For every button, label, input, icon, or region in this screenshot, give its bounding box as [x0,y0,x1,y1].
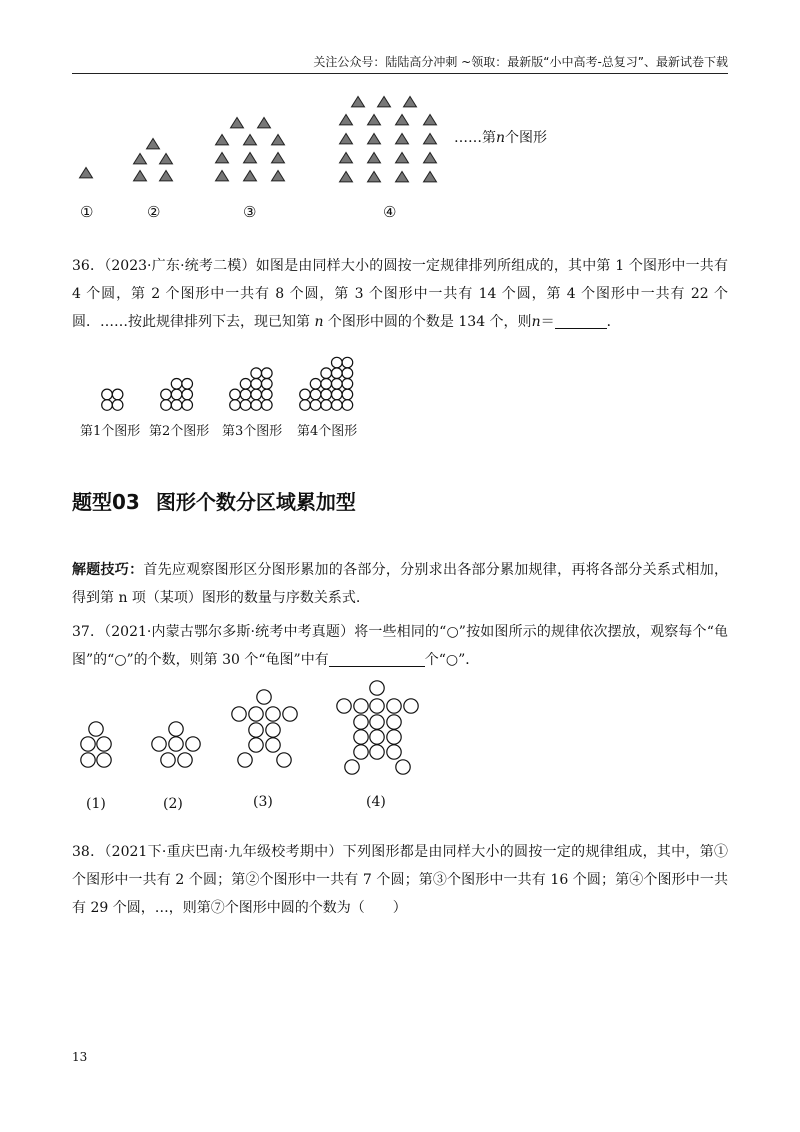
grid-circle [342,389,353,400]
triangle-mark [244,135,257,145]
triangle-mark [272,171,285,181]
grid-circle [332,357,343,368]
triangle-mark [424,172,437,182]
grid-circle [182,400,193,411]
grid-circle [251,400,262,411]
triangle-mark [378,97,391,107]
grid-circle [321,389,332,400]
turtle-circle [169,737,183,751]
grid-circle [300,400,311,411]
turtle-circle [249,723,263,737]
grid-circle [112,400,123,411]
tip-label: 解题技巧： [72,562,144,578]
turtle-circle [81,737,95,751]
grid-circle [112,389,123,400]
triangle-mark [340,172,353,182]
caption-figure-1: 第1个图形 [80,424,141,439]
grid-circle [342,368,353,379]
triangle-mark [80,168,93,178]
figure-label-3: ③ [243,203,257,221]
turtle-circle [89,722,103,736]
triangle-mark [368,172,381,182]
triangle-mark [216,135,229,145]
grid-circle [300,389,311,400]
turtle-circle [370,730,384,744]
turtle-circle [337,699,351,713]
triangle-mark [424,134,437,144]
triangle-mark [396,153,409,163]
caption-figure-4: 第4个图形 [297,424,358,439]
grid-circle [342,357,353,368]
grid-circle [262,400,273,411]
triangle-mark [424,153,437,163]
triangle-mark [216,171,229,181]
grid-circle [102,389,113,400]
turtle-circle [232,707,246,721]
grid-circle [321,368,332,379]
triangle-mark [396,134,409,144]
triangle-mark [340,115,353,125]
grid-circle [240,379,251,390]
turtle-circle [266,707,280,721]
turtle-circle [178,753,192,767]
turtle-circle [354,730,368,744]
grid-circle [161,400,172,411]
grid-circle [262,379,273,390]
grid-circle [321,379,332,390]
grid-circle [161,389,172,400]
turtle-circle [345,760,359,774]
triangle-mark [244,153,257,163]
turtle-circle [186,737,200,751]
grid-circle [251,368,262,379]
grid-circle [332,379,343,390]
triangle-mark [231,118,244,128]
grid-circle [251,379,262,390]
turtle-circle [354,699,368,713]
triangle-mark [147,139,160,149]
triangle-mark [396,172,409,182]
triangle-mark [396,115,409,125]
section-number: 题型03 [72,490,140,514]
turtle-circle [249,738,263,752]
triangle-mark [258,118,271,128]
question-38: 38．（2021下·重庆巴南·九年级校考期中）下列图形都是由同样大小的圆按一定的规律组成，其中，第①个图形中一共有 2 个圆；第②个图形中一共有 7 个圆；第③个图形中一共有 16 个圆；第④个图形中一共有 29 个圆，…，则第⑦个图形中圆的个数为（ ） [72,844,728,916]
grid-circle [342,400,353,411]
turtle-circle [266,738,280,752]
triangle-mark [424,115,437,125]
grid-circle [332,400,343,411]
turtle-circle [277,753,291,767]
grid-circle [332,368,343,379]
turtle-label-3: (3) [253,794,273,810]
page-number: 13 [72,1050,88,1064]
turtle-circle [370,745,384,759]
turtle-circle [266,723,280,737]
turtle-circle [387,699,401,713]
grid-circle [230,389,241,400]
grid-circle [171,379,182,390]
grid-circle [182,379,193,390]
triangle-mark [160,171,173,181]
section-title [72,486,356,518]
triangle-mark [368,115,381,125]
triangle-mark [340,153,353,163]
answer-blank-37[interactable] [329,650,425,667]
figure-label-2: ② [147,203,161,221]
grid-circle [262,368,273,379]
figure-label-1: ① [80,203,94,221]
grid-circle [240,389,251,400]
section-heading: 图形个数分区域累加型 [155,490,356,514]
grid-circle [171,400,182,411]
figure-label-4: ④ [383,203,397,221]
triangle-mark [134,154,147,164]
turtle-circle [97,737,111,751]
answer-blank-36[interactable] [555,312,607,329]
triangle-mark [368,153,381,163]
triangle-mark [352,97,365,107]
grid-circle [310,400,321,411]
turtle-circle [387,745,401,759]
grid-circle [171,389,182,400]
turtle-circle [161,753,175,767]
turtle-circle [249,707,263,721]
turtle-circle [370,681,384,695]
turtle-circle [238,753,252,767]
tip-text: 首先应观察图形区分图形累加的各部分，分别求出各部分累加规律，再将各部分关系式相加，得到第 n 项（某项）图形的数量与序数关系式. [72,562,729,606]
turtle-circle [396,760,410,774]
triangle-mark [368,134,381,144]
turtle-label-1: (1) [86,796,106,812]
nth-figure-label: ……第n个图形 [454,130,548,146]
grid-circle [262,389,273,400]
turtle-circle [387,730,401,744]
turtle-circle [354,745,368,759]
turtle-circle [97,753,111,767]
triangle-mark [244,171,257,181]
turtle-circle [404,699,418,713]
caption-figure-2: 第2个图形 [149,424,210,439]
turtle-circle [257,690,271,704]
grid-circle [102,400,113,411]
turtle-figure [0,680,800,820]
question-37: 37．（2021·内蒙古鄂尔多斯·统考中考真题）将一些相同的“○”按如图所示的规律依次摆放，观察每个“龟图”的“○”的个数，则第 30 个“龟图”中有 个“○”． [72,624,728,668]
grid-circle [240,400,251,411]
triangle-mark [404,97,417,107]
turtle-label-4: (4) [366,794,386,810]
triangle-mark [160,154,173,164]
grid-circle [310,379,321,390]
turtle-circle [354,715,368,729]
triangle-mark [272,135,285,145]
caption-figure-3: 第3个图形 [222,424,283,439]
grid-circle [251,389,262,400]
question-36: 36．（2023·广东·统考二模）如图是由同样大小的圆按一定规律排列所组成的，其中第 1 个图形中一共有 4 个圆，第 2 个图形中一共有 8 个圆，第 3 个图形中一共有 14 个圆，第 4 个图形中一共有 22 个圆．……按此规律排列下去，现已知第 n 个图形中圆的个数是 134 个，则n＝ ． [72,258,728,330]
triangle-pattern-figure [0,0,800,230]
turtle-label-2: (2) [163,796,183,812]
grid-circle [321,400,332,411]
turtle-circle [81,753,95,767]
triangle-mark [134,171,147,181]
turtle-circle [387,715,401,729]
turtle-circle [283,707,297,721]
turtle-circle [169,722,183,736]
triangle-mark [272,153,285,163]
triangle-marks [80,97,437,182]
turtle-circle [370,715,384,729]
circle-grid-figure [0,345,800,445]
page-header: 关注公众号：陆陆高分冲刺 ~领取：最新版“小中高考-总复习”、最新试卷下载 [313,55,728,69]
grid-circle [310,389,321,400]
triangle-mark [216,153,229,163]
turtle-circle [370,699,384,713]
grid-circle [230,400,241,411]
triangle-mark [340,134,353,144]
circle-marks [102,357,353,410]
turtle-circle-marks [81,681,418,774]
grid-circle [342,379,353,390]
turtle-circle [152,737,166,751]
solving-tip [72,556,728,612]
grid-circle [182,389,193,400]
grid-circle [332,389,343,400]
